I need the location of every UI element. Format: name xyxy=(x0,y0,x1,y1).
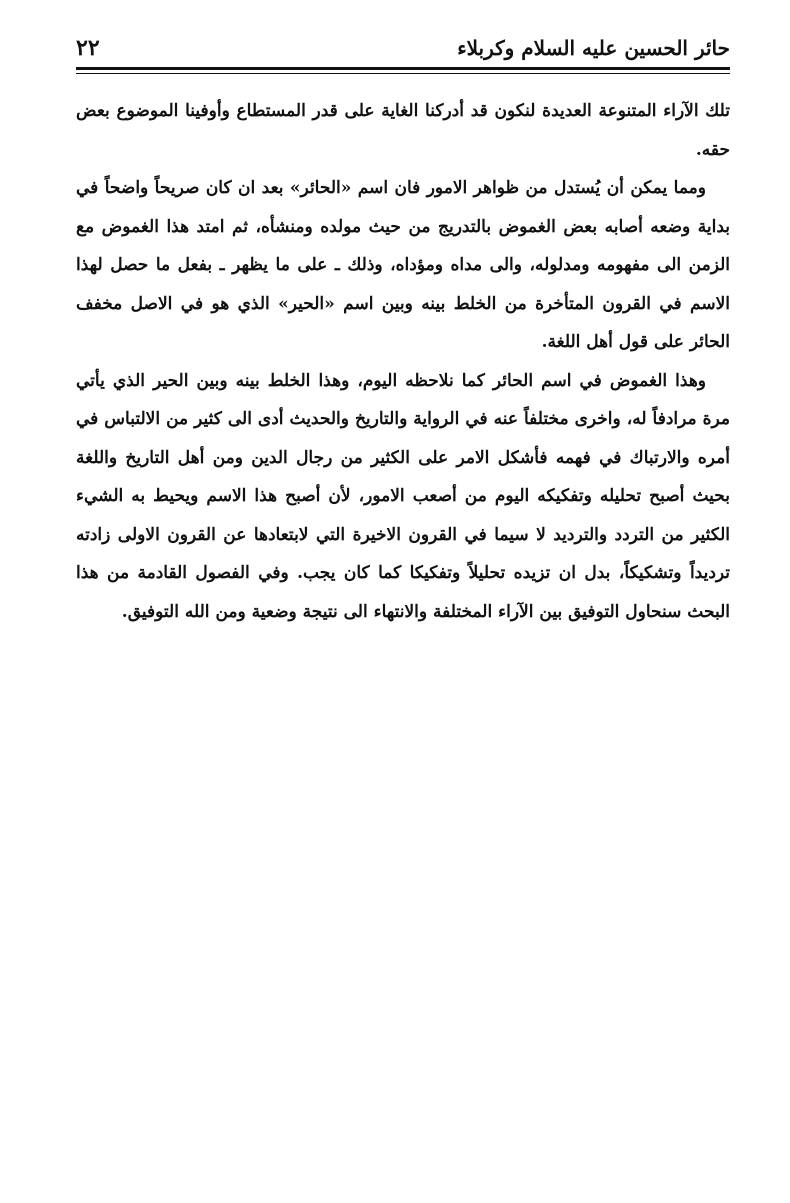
paragraph: ومما يمكن أن يُستدل من ظواهر الامور فان اسم «الحائر» بعد ان كان صريحاً واضحاً في بداية وضعه أصابه بعض الغموض بالتدريج من حيث مولده ومنشأه، ثم امتد هذا الغموض مع الزمن الى مفهومه ومدلوله، والى مداه ومؤداه، وذلك ـ على ما يظهر ـ بفعل ما حصل لهذا الاسم في القرون المتأخرة من الخلط بينه وبين اسم «الحير» الذي هو في الاصل مخفف الحائر على قول أهل اللغة. xyxy=(76,178,730,352)
header-rule-thin xyxy=(76,73,730,74)
paragraph: تلك الآراء المتنوعة العديدة لنكون قد أدركنا الغاية على قدر المستطاع وأوفينا الموضوع بعض حقه. xyxy=(76,101,730,160)
page-number: ٢٢ xyxy=(76,35,100,61)
body-text xyxy=(76,92,730,631)
header-rule-thick xyxy=(76,67,730,70)
page-header xyxy=(76,34,730,62)
paragraph: وهذا الغموض في اسم الحائر كما نلاحظه اليوم، وهذا الخلط بينه وبين الحير الذي يأتي مرة مرادفاً له، واخرى مختلفاً عنه في الرواية والتاريخ والحديث أدى الى كثير من الالتباس في أمره والارتباك في فهمه فأشكل الامر على الكثير من رجال الدين ومن أهل التاريخ واللغة بحيث أصبح تحليله وتفكيكه اليوم من أصعب الامور، لأن أصبح هذا الاسم ويحيط به الشيء الكثير من التردد والترديد لا سيما في القرون الاخيرة التي لابتعادها عن القرون الاولى زادته ترديداً وتشكيكاً، بدل ان تزيده تحليلاً وتفكيكا كما كان يجب. وفي الفصول القادمة من هذا البحث سنحاول التوفيق بين الآراء المختلفة والانتهاء الى نتيجة وضعية ومن الله التوفيق. xyxy=(76,370,730,622)
running-title: حائر الحسين عليه السلام وكربلاء xyxy=(457,36,730,60)
